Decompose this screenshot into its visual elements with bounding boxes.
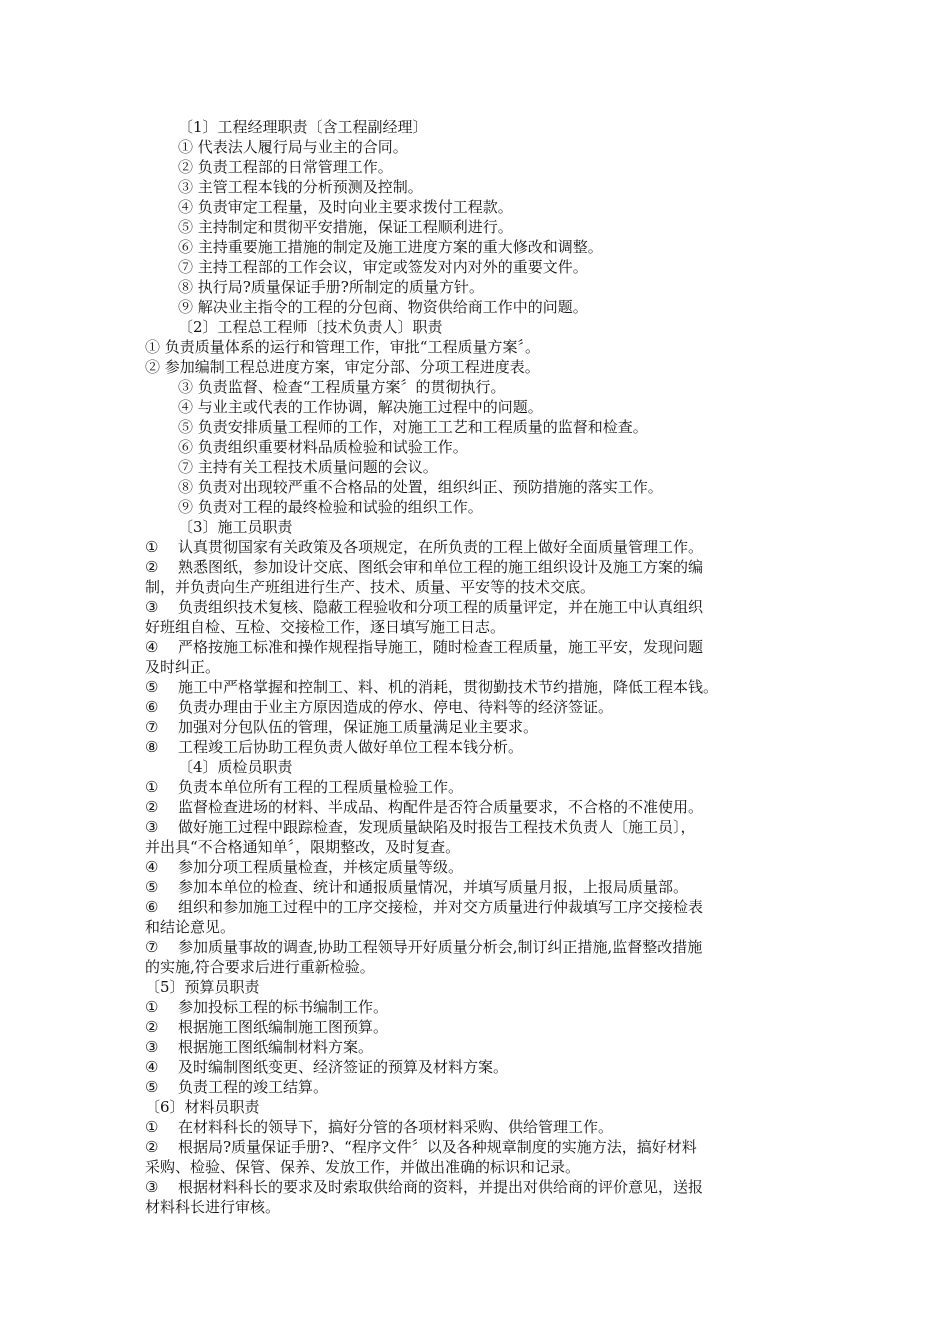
section-1-item-5: ⑤ 主持制定和贯彻平安措施，保证工程顺利进行。 — [178, 218, 513, 236]
section-1-item-8: ⑧ 执行局?质量保证手册?所制定的质量方针。 — [178, 278, 484, 296]
list-item — [145, 1177, 810, 1197]
list-item-continuation — [145, 657, 810, 677]
list-item — [145, 597, 810, 617]
item-number: ⑥ — [145, 698, 159, 716]
item-number: ③ — [145, 818, 159, 836]
item-number: ③ — [145, 1178, 159, 1196]
item-text: 参加本单位的检查、统计和通报质量情况，并填写质量月报，上报局质量部。 — [178, 878, 689, 896]
section-1-item-2: ② 负责工程部的日常管理工作。 — [178, 158, 393, 176]
item-text: 在材料科长的领导下，搞好分管的各项材料采购、供给管理工作。 — [178, 1118, 614, 1136]
list-item — [145, 897, 810, 917]
item-text: 监督检查进场的材料、半成品、构配件是否符合质量要求，不合格的不准使用。 — [178, 798, 704, 816]
item-text: 熟悉图纸，参加设计交底、图纸会审和单位工程的施工组织设计及施工方案的编 — [178, 558, 704, 576]
item-number: ⑧ — [145, 738, 159, 756]
item-number: ⑤ — [145, 1078, 159, 1096]
item-text: 加强对分包队伍的管理，保证施工质量满足业主要求。 — [178, 718, 539, 736]
list-item — [145, 537, 810, 557]
item-number: ③ — [145, 598, 159, 616]
item-text-continued: 制，并负责向生产班组进行生产、技术、质量、平安等的技术交底。 — [145, 578, 596, 596]
list-item-continuation — [145, 957, 810, 977]
section-4-heading: 〔4〕质检员职责 — [178, 758, 293, 776]
list-item-continuation — [145, 917, 810, 937]
item-number: ② — [145, 1018, 159, 1036]
item-number: ⑥ — [145, 898, 159, 916]
item-text: 负责本单位所有工程的工程质量检验工作。 — [178, 778, 464, 796]
item-number: ② — [145, 1138, 159, 1156]
section-2-item-6: ⑥ 负责组织重要材料品质检验和试验工作。 — [178, 438, 468, 456]
list-item-continuation — [145, 837, 810, 857]
list-item — [145, 717, 810, 737]
item-text: 负责工程的竣工结算。 — [178, 1078, 329, 1096]
section-2-item-3: ③ 负责监督、检查“工程质量方案〞的贯彻执行。 — [178, 378, 506, 396]
item-number: ② — [145, 558, 159, 576]
section-3-heading: 〔3〕施工员职责 — [178, 518, 293, 536]
list-item — [145, 1057, 810, 1077]
item-text: 组织和参加施工过程中的工序交接检，并对交方质量进行仲裁填写工序交接检表 — [178, 898, 704, 916]
list-item-continuation — [145, 1157, 810, 1177]
item-number: ④ — [145, 858, 159, 876]
item-text-continued: 采购、检验、保管、保养、发放工作，并做出准确的标识和记录。 — [145, 1158, 581, 1176]
item-number: ⑤ — [145, 878, 159, 896]
list-item — [145, 857, 810, 877]
section-1-item-6: ⑥ 主持重要施工措施的制定及施工进度方案的重大修改和调整。 — [178, 238, 603, 256]
section-2-item-1: ① 负责质量体系的运行和管理工作，审批“工程质量方案〞。 — [145, 338, 540, 356]
item-number: ④ — [145, 638, 159, 656]
item-text: 工程竣工后协助工程负责人做好单位工程本钱分析。 — [178, 738, 524, 756]
list-item-continuation — [145, 1197, 810, 1217]
item-number: ① — [145, 538, 159, 556]
section-2-item-5: ⑤ 负责安排质量工程师的工作，对施工工艺和工程质量的监督和检查。 — [178, 418, 648, 436]
list-item — [145, 1137, 810, 1157]
item-number: ⑤ — [145, 678, 159, 696]
item-text: 参加质量事故的调查,协助工程领导开好质量分析会,制订纠正措施,监督整改措施 — [178, 938, 703, 956]
list-item-continuation — [145, 577, 810, 597]
section-6-heading: 〔6〕材料员职责 — [145, 1098, 260, 1116]
item-text-continued: 的实施,符合要求后进行重新检验。 — [145, 958, 375, 976]
list-item-continuation — [145, 617, 810, 637]
list-item — [145, 937, 810, 957]
section-4-list — [145, 777, 810, 977]
section-2-item-4: ④ 与业主或代表的工作协调，解决施工过程中的问题。 — [178, 398, 543, 416]
item-text: 根据施工图纸编制材料方案。 — [178, 1038, 374, 1056]
list-item — [145, 637, 810, 657]
item-text: 负责组织技术复核、隐蔽工程验收和分项工程的质量评定，并在施工中认真组织 — [178, 598, 704, 616]
item-text: 做好施工过程中跟踪检查，发现质量缺陷及时报告工程技术负责人〔施工员〕， — [178, 818, 696, 836]
item-number: ⑦ — [145, 718, 159, 736]
section-1-item-7: ⑦ 主持工程部的工作会议，审定或签发对内对外的重要文件。 — [178, 258, 588, 276]
section-2-item-7: ⑦ 主持有关工程技术质量问题的会议。 — [178, 458, 438, 476]
section-1-heading: 〔1〕工程经理职责〔含工程副经理〕 — [178, 118, 428, 136]
item-number: ③ — [145, 1038, 159, 1056]
section-1-item-4: ④ 负责审定工程量，及时向业主要求拨付工程款。 — [178, 198, 513, 216]
list-item — [145, 797, 810, 817]
section-2-item-2: ② 参加编制工程总进度方案，审定分部、分项工程进度表。 — [145, 358, 540, 376]
item-text: 根据局?质量保证手册?、“程序文件〞以及各种规章制度的实施方法，搞好材料 — [178, 1138, 697, 1156]
section-3-list — [145, 537, 810, 757]
item-text-continued: 和结论意见。 — [145, 918, 236, 936]
list-item — [145, 1077, 810, 1097]
item-text-continued: 材料科长进行审核。 — [145, 1198, 281, 1216]
item-number: ② — [145, 798, 159, 816]
item-number: ④ — [145, 1058, 159, 1076]
item-text: 负责办理由于业主方原因造成的停水、停电、待料等的经济签证。 — [178, 698, 614, 716]
section-5-heading: 〔5〕预算员职责 — [145, 978, 260, 996]
list-item — [145, 817, 810, 837]
list-item — [145, 737, 810, 757]
item-number: ⑦ — [145, 938, 159, 956]
item-text: 严格按施工标准和操作规程指导施工，随时检查工程质量，施工平安，发现问题 — [178, 638, 704, 656]
item-text: 根据材料科长的要求及时索取供给商的资料，并提出对供给商的评价意见，送报 — [178, 1178, 704, 1196]
list-item — [145, 777, 810, 797]
list-item — [145, 997, 810, 1017]
section-5-list — [145, 997, 810, 1097]
section-2-item-9: ⑨ 负责对工程的最终检验和试验的组织工作。 — [178, 498, 483, 516]
section-1-item-1: ① 代表法人履行局与业主的合同。 — [178, 138, 408, 156]
list-item — [145, 877, 810, 897]
item-text: 及时编制图纸变更、经济签证的预算及材料方案。 — [178, 1058, 509, 1076]
item-number: ① — [145, 998, 159, 1016]
list-item — [145, 697, 810, 717]
item-text: 参加投标工程的标书编制工作。 — [178, 998, 389, 1016]
list-item — [145, 1017, 810, 1037]
item-text: 根据施工图纸编制施工图预算。 — [178, 1018, 389, 1036]
list-item — [145, 1117, 810, 1137]
item-number: ① — [145, 778, 159, 796]
item-text-continued: 及时纠正。 — [145, 658, 221, 676]
item-text: 施工中严格掌握和控制工、料、机的消耗，贯彻勤技术节约措施，降低工程本钱。 — [178, 678, 719, 696]
item-number: ① — [145, 1118, 159, 1136]
list-item — [145, 1037, 810, 1057]
item-text: 参加分项工程质量检查，并核定质量等级。 — [178, 858, 464, 876]
section-6-list — [145, 1117, 810, 1217]
section-2-heading: 〔2〕工程总工程师〔技术负责人〕职责 — [178, 318, 443, 336]
section-1-item-9: ⑨ 解决业主指令的工程的分包商、物资供给商工作中的问题。 — [178, 298, 588, 316]
section-1-item-3: ③ 主管工程本钱的分析预测及控制。 — [178, 178, 423, 196]
section-2-item-8: ⑧ 负责对出现较严重不合格品的处置，组织纠正、预防措施的落实工作。 — [178, 478, 663, 496]
list-item — [145, 557, 810, 577]
item-text: 认真贯彻国家有关政策及各项规定，在所负责的工程上做好全面质量管理工作。 — [178, 538, 704, 556]
item-text-continued: 好班组自检、互检、交接检工作，逐日填写施工日志。 — [145, 618, 506, 636]
item-text-continued: 并出具“不合格通知单〞，限期整改，及时复查。 — [145, 838, 461, 856]
list-item — [145, 677, 810, 697]
